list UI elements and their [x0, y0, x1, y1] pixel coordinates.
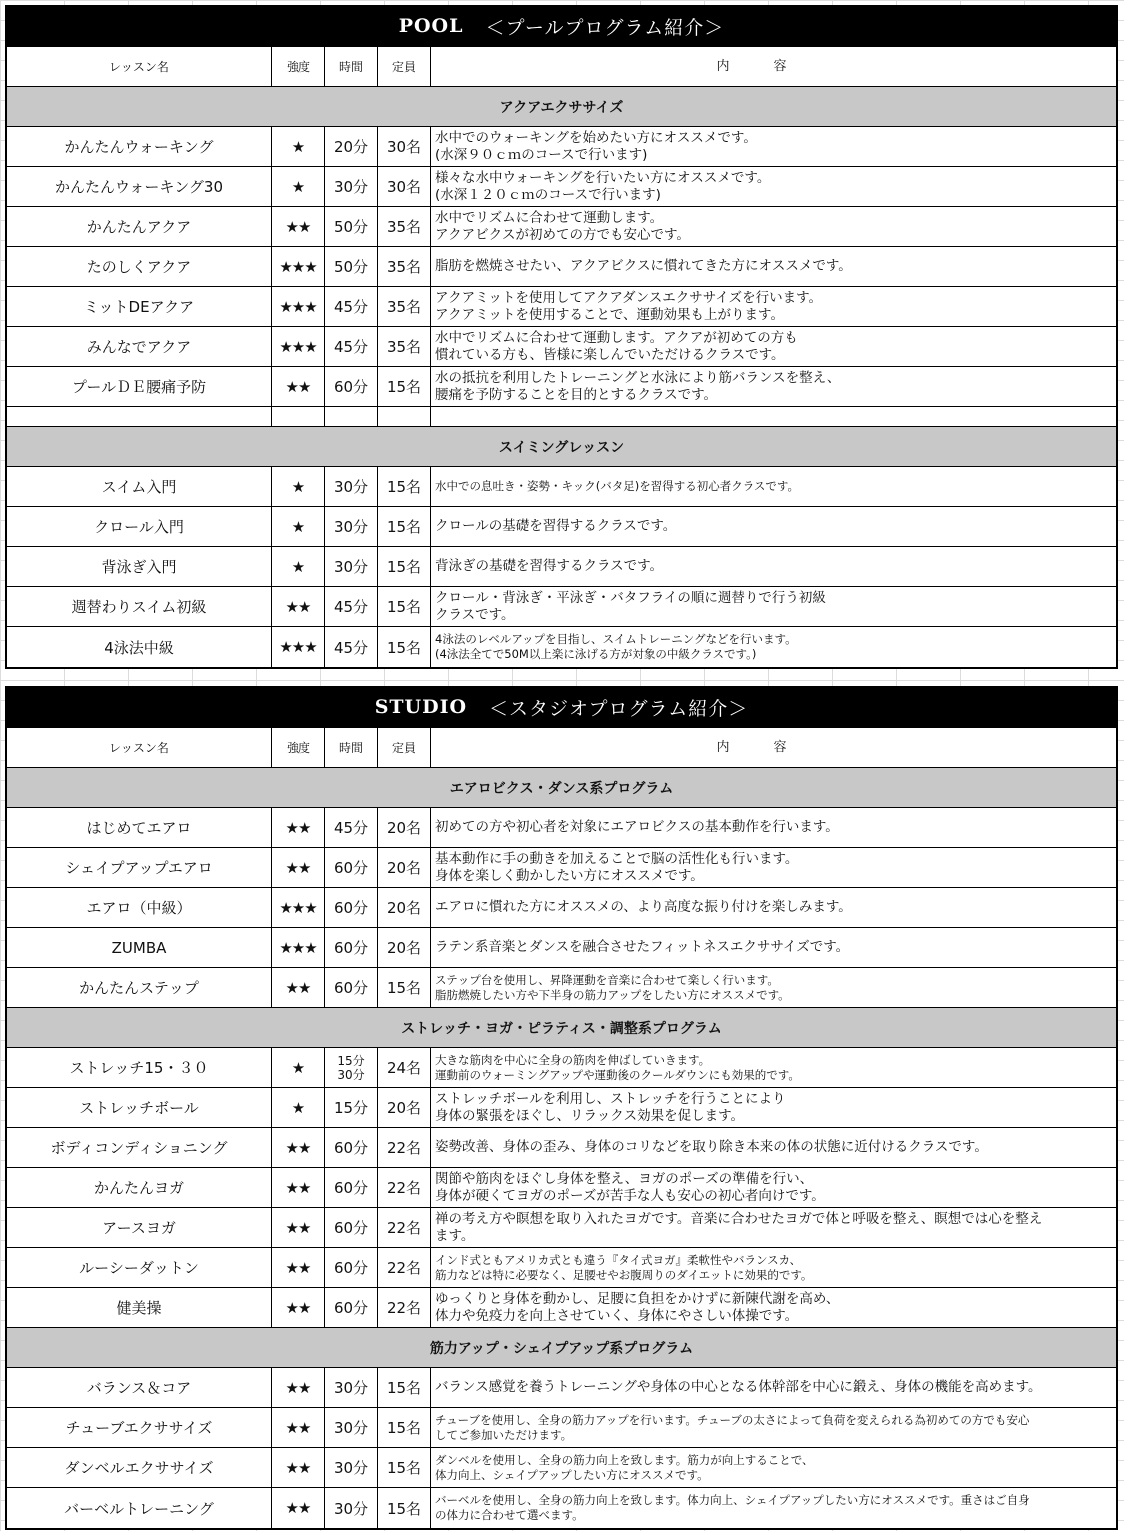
lesson-row — [7, 327, 1116, 367]
lesson-intensity: ★★ — [272, 1208, 325, 1247]
lesson-time: 15分 — [325, 1088, 378, 1127]
pool-title-en: POOL — [398, 15, 464, 37]
lesson-row — [7, 547, 1116, 587]
lesson-description: 水中での息吐き・姿勢・キック(バタ足)を習得する初心者クラスです。 — [435, 479, 799, 493]
lesson-row — [7, 1128, 1116, 1168]
lesson-name: 週替わりスイム初級 — [7, 587, 272, 626]
lesson-time: 30分 — [325, 1448, 378, 1487]
lesson-name: かんたんウォーキング — [7, 127, 272, 166]
lesson-name: はじめてエアロ — [7, 808, 272, 847]
lesson-time-1: 15分 — [337, 1053, 365, 1068]
lesson-name: プールＤＥ腰痛予防 — [7, 367, 272, 406]
lesson-description: 姿勢改善、身体の歪み、身体のコリなどを取り除き本来の体の状態に近付けるクラスです。 — [435, 1139, 988, 1155]
header-name: レッスン名 — [7, 728, 272, 767]
lesson-intensity: ★★ — [272, 1248, 325, 1287]
lesson-time — [325, 1048, 378, 1087]
spacer-cell — [272, 407, 325, 426]
lesson-capacity: 20名 — [378, 888, 431, 927]
lesson-intensity: ★ — [272, 547, 325, 586]
lesson-description: 背泳ぎの基礎を習得するクラスです。 — [435, 558, 664, 574]
lesson-description: 水中でリズムに合わせて運動します。 アクアビクスが初めての方でも安心です。 — [435, 209, 690, 243]
lesson-row — [7, 1168, 1116, 1208]
lesson-time: 60分 — [325, 928, 378, 967]
studio-title-en: STUDIO — [374, 696, 468, 718]
lesson-row — [7, 207, 1116, 247]
lesson-name: みんなでアクア — [7, 327, 272, 366]
lesson-intensity: ★ — [272, 507, 325, 546]
lesson-description: インド式ともアメリカ式とも違う『タイ式ヨガ』柔軟性やバランスカ、 筋力などは特に必要なく、足腰せやお腹周りのダイエットに効果的です。 — [435, 1252, 813, 1282]
lesson-description: ゆっくりと身体を動かし、足腰に負担をかけずに新陳代謝を高め、 体力や免疫力を向上させていく、身体にやさしい体操です。 — [435, 1290, 840, 1324]
lesson-description: クロールの基礎を習得するクラスです。 — [435, 518, 677, 534]
lesson-intensity: ★★★ — [272, 287, 325, 326]
lesson-name: ボディコンディショニング — [7, 1128, 272, 1167]
section-title: 筋力アップ・シェイプアップ系プログラム — [7, 1328, 1116, 1368]
lesson-intensity: ★★ — [272, 808, 325, 847]
lesson-row — [7, 928, 1116, 968]
lesson-name: ストレッチ15・３０ — [7, 1048, 272, 1087]
lesson-description: 水中でのウォーキングを始めたい方にオススメです。 (水深９０ｃｍのコースで行います) — [435, 129, 757, 163]
lesson-intensity: ★★ — [272, 1368, 325, 1407]
lesson-name: シェイプアップエアロ — [7, 848, 272, 887]
lesson-name: かんたんウォーキング30 — [7, 167, 272, 206]
lesson-name: ストレッチボール — [7, 1088, 272, 1127]
header-intensity: 強度 — [272, 728, 325, 767]
lesson-row — [7, 888, 1116, 928]
lesson-row — [7, 287, 1116, 327]
lesson-description: 初めての方や初心者を対象にエアロビクスの基本動作を行います。 — [435, 819, 839, 835]
lesson-capacity: 35名 — [378, 247, 431, 286]
lesson-description: バランス感覚を養うトレーニングや身体の中心となる体幹部を中心に鍛え、身体の機能を高めます。 — [435, 1379, 1042, 1395]
lesson-row — [7, 587, 1116, 627]
lesson-time: 30分 — [325, 547, 378, 586]
lesson-row — [7, 467, 1116, 507]
lesson-capacity: 35名 — [378, 287, 431, 326]
lesson-row — [7, 1248, 1116, 1288]
lesson-intensity: ★★★ — [272, 928, 325, 967]
lesson-time: 60分 — [325, 1208, 378, 1247]
lesson-name: スイム入門 — [7, 467, 272, 506]
lesson-capacity: 15名 — [378, 587, 431, 626]
lesson-capacity: 20名 — [378, 808, 431, 847]
lesson-intensity: ★★★ — [272, 888, 325, 927]
lesson-capacity: 15名 — [378, 627, 431, 667]
lesson-row — [7, 507, 1116, 547]
lesson-description: 基本動作に手の動きを加えることで脳の活性化も行います。 身体を楽しく動かしたい方にオススメです。 — [435, 850, 799, 884]
lesson-name: 健美操 — [7, 1288, 272, 1327]
lesson-time: 45分 — [325, 627, 378, 667]
lesson-capacity: 20名 — [378, 848, 431, 887]
lesson-row — [7, 1368, 1116, 1408]
lesson-row — [7, 848, 1116, 888]
lesson-intensity: ★★ — [272, 848, 325, 887]
lesson-row — [7, 808, 1116, 848]
lesson-row — [7, 968, 1116, 1008]
lesson-capacity: 15名 — [378, 1408, 431, 1447]
lesson-capacity: 15名 — [378, 507, 431, 546]
lesson-row — [7, 627, 1116, 667]
spacer-cell — [431, 407, 1116, 426]
pool-header-row — [7, 47, 1116, 87]
lesson-name: かんたんヨガ — [7, 1168, 272, 1207]
lesson-name: ダンベルエクササイズ — [7, 1448, 272, 1487]
lesson-intensity: ★ — [272, 167, 325, 206]
header-time: 時間 — [325, 47, 378, 86]
pool-title-jp: ＜プールプログラム紹介＞ — [485, 16, 725, 39]
lesson-time: 60分 — [325, 1248, 378, 1287]
lesson-capacity: 15名 — [378, 1488, 431, 1528]
lesson-description: 関節や筋肉をほぐし身体を整え、ヨガのポーズの準備を行い、 身体が硬くてヨガのポーズが苦手な人も安心の初心者向けです。 — [435, 1170, 825, 1204]
lesson-capacity: 15名 — [378, 367, 431, 406]
lesson-time: 60分 — [325, 1288, 378, 1327]
lesson-name: アースヨガ — [7, 1208, 272, 1247]
studio-program-table — [5, 686, 1118, 1530]
lesson-intensity: ★★ — [272, 1128, 325, 1167]
lesson-name: たのしくアクア — [7, 247, 272, 286]
lesson-description: 4泳法のレベルアップを目指し、スイムトレーニングなどを行います。 (4泳法全てで50M以上楽に泳げる方が対象の中級クラスです。) — [435, 632, 797, 661]
lesson-description: 水中でリズムに合わせて運動します。アクアが初めての方も 慣れている方も、皆様に楽しんでいただけるクラスです。 — [435, 329, 798, 363]
lesson-description: 様々な水中ウォーキングを行いたい方にオススメです。 (水深１２０ｃｍのコースで行います) — [435, 169, 771, 203]
lesson-time: 30分 — [325, 1408, 378, 1447]
lesson-time-2: 30分 — [337, 1067, 365, 1082]
lesson-time: 60分 — [325, 968, 378, 1007]
pool-title-bar — [7, 7, 1116, 47]
lesson-time: 30分 — [325, 167, 378, 206]
lesson-intensity: ★★ — [272, 968, 325, 1007]
lesson-capacity: 20名 — [378, 928, 431, 967]
lesson-name: かんたんステップ — [7, 968, 272, 1007]
lesson-capacity: 15名 — [378, 968, 431, 1007]
lesson-name: かんたんアクア — [7, 207, 272, 246]
lesson-intensity: ★★ — [272, 1288, 325, 1327]
lesson-time: 60分 — [325, 367, 378, 406]
lesson-capacity: 22名 — [378, 1288, 431, 1327]
lesson-capacity: 15名 — [378, 1448, 431, 1487]
lesson-row — [7, 367, 1116, 407]
header-intensity: 強度 — [272, 47, 325, 86]
lesson-intensity: ★★★ — [272, 627, 325, 667]
lesson-name: チューブエクササイズ — [7, 1408, 272, 1447]
lesson-name: エアロ（中級） — [7, 888, 272, 927]
lesson-name: ルーシーダットン — [7, 1248, 272, 1287]
spacer-cell — [378, 407, 431, 426]
lesson-row — [7, 1288, 1116, 1328]
lesson-intensity: ★★★ — [272, 247, 325, 286]
lesson-capacity: 15名 — [378, 547, 431, 586]
lesson-time: 60分 — [325, 1128, 378, 1167]
lesson-intensity: ★★ — [272, 1448, 325, 1487]
lesson-intensity: ★★ — [272, 1168, 325, 1207]
lesson-time: 50分 — [325, 247, 378, 286]
lesson-time: 30分 — [325, 1488, 378, 1528]
section-title: アクアエクササイズ — [7, 87, 1116, 127]
lesson-intensity: ★★ — [272, 207, 325, 246]
header-time: 時間 — [325, 728, 378, 767]
header-content: 内容 — [716, 59, 831, 74]
lesson-capacity: 30名 — [378, 167, 431, 206]
header-name: レッスン名 — [7, 47, 272, 86]
lesson-description: バーベルを使用し、全身の筋力向上を致します。体力向上、シェイプアップしたい方にオススメです。重さはご自身 の体力に合わせて選べます。 — [435, 1493, 1030, 1522]
section-title: ストレッチ・ヨガ・ピラティス・調整系プログラム — [7, 1008, 1116, 1048]
lesson-description: 脂肪を燃焼させたい、アクアビクスに慣れてきた方にオススメです。 — [435, 258, 852, 274]
lesson-capacity: 22名 — [378, 1168, 431, 1207]
section-title: スイミングレッスン — [7, 427, 1116, 467]
header-capacity: 定員 — [378, 728, 431, 767]
header-content: 内容 — [716, 740, 831, 755]
lesson-description: 大きな筋肉を中心に全身の筋肉を伸ばしていきます。 運動前のウォーミングアップや運動後のクールダウンにも効果的です。 — [435, 1052, 800, 1082]
lesson-time: 45分 — [325, 808, 378, 847]
lesson-intensity: ★★ — [272, 1408, 325, 1447]
lesson-intensity: ★ — [272, 127, 325, 166]
lesson-time: 45分 — [325, 327, 378, 366]
lesson-row — [7, 1408, 1116, 1448]
lesson-capacity: 15名 — [378, 467, 431, 506]
lesson-intensity: ★ — [272, 467, 325, 506]
lesson-capacity: 24名 — [378, 1048, 431, 1087]
lesson-capacity: 35名 — [378, 327, 431, 366]
lesson-time: 50分 — [325, 207, 378, 246]
lesson-time: 45分 — [325, 287, 378, 326]
lesson-capacity: 22名 — [378, 1208, 431, 1247]
lesson-row — [7, 1048, 1116, 1088]
lesson-capacity: 22名 — [378, 1128, 431, 1167]
lesson-description: アクアミットを使用してアクアダンスエクササイズを行います。 アクアミットを使用することで、運動効果も上がります。 — [435, 289, 823, 323]
lesson-time: 60分 — [325, 1168, 378, 1207]
lesson-description: ステップ台を使用し、昇降運動を音楽に合わせて楽しく行います。 脂肪燃焼したい方や下半身の筋力アップをしたい方にオススメです。 — [435, 972, 790, 1002]
studio-title-jp: ＜スタジオプログラム紹介＞ — [489, 697, 749, 720]
lesson-time: 45分 — [325, 587, 378, 626]
lesson-description: クロール・背泳ぎ・平泳ぎ・バタフライの順に週替りで行う初級 クラスです。 — [435, 589, 826, 623]
lesson-capacity: 35名 — [378, 207, 431, 246]
lesson-description: 水の抵抗を利用したトレーニングと水泳により筋バランスを整え、 腰痛を予防することを目的とするクラスです。 — [435, 369, 841, 403]
lesson-description: チューブを使用し、全身の筋力アップを行います。チューブの太さによって負荷を変えられる為初めての方でも安心 してご参加いただけます。 — [435, 1412, 1030, 1442]
lesson-name: クロール入門 — [7, 507, 272, 546]
lesson-name: 背泳ぎ入門 — [7, 547, 272, 586]
lesson-name: バランス＆コア — [7, 1368, 272, 1407]
lesson-row — [7, 1088, 1116, 1128]
lesson-capacity: 15名 — [378, 1368, 431, 1407]
spacer-row — [7, 407, 1116, 427]
lesson-description: ストレッチボールを利用し、ストレッチを行うことにより 身体の緊張をほぐし、リラックス効果を促します。 — [435, 1090, 786, 1124]
lesson-time: 20分 — [325, 127, 378, 166]
lesson-time: 30分 — [325, 507, 378, 546]
lesson-intensity: ★ — [272, 1048, 325, 1087]
lesson-capacity: 22名 — [378, 1248, 431, 1287]
lesson-row — [7, 1448, 1116, 1488]
lesson-time: 60分 — [325, 888, 378, 927]
lesson-time: 60分 — [325, 848, 378, 887]
lesson-intensity: ★ — [272, 1088, 325, 1127]
lesson-capacity: 20名 — [378, 1088, 431, 1127]
lesson-row — [7, 127, 1116, 167]
lesson-description: エアロに慣れた方にオススメの、より高度な振り付けを楽しみます。 — [435, 899, 852, 915]
lesson-row — [7, 247, 1116, 287]
lesson-intensity: ★★★ — [272, 327, 325, 366]
studio-header-row — [7, 728, 1116, 768]
lesson-name: 4泳法中級 — [7, 627, 272, 667]
lesson-time: 30分 — [325, 467, 378, 506]
lesson-row — [7, 167, 1116, 207]
lesson-row — [7, 1488, 1116, 1528]
pool-program-table — [5, 5, 1118, 669]
spacer-cell — [325, 407, 378, 426]
lesson-name: ZUMBA — [7, 928, 272, 967]
section-title: エアロビクス・ダンス系プログラム — [7, 768, 1116, 808]
lesson-time: 30分 — [325, 1368, 378, 1407]
lesson-description: ラテン系音楽とダンスを融合させたフィットネスエクササイズです。 — [435, 939, 850, 955]
lesson-name: ミットDEアクア — [7, 287, 272, 326]
lesson-description: 禅の考え方や瞑想を取り入れたヨガです。音楽に合わせたヨガで体と呼吸を整え、瞑想では心を整え ます。 — [435, 1210, 1043, 1244]
studio-title-bar — [7, 688, 1116, 728]
lesson-intensity: ★★ — [272, 1488, 325, 1528]
lesson-intensity: ★★ — [272, 587, 325, 626]
header-capacity: 定員 — [378, 47, 431, 86]
spacer-cell — [7, 407, 272, 426]
lesson-row — [7, 1208, 1116, 1248]
lesson-name: バーベルトレーニング — [7, 1488, 272, 1528]
lesson-description: ダンベルを使用し、全身の筋力向上を致します。筋力が向上することで、 体力向上、シェイプアップしたい方にオススメです。 — [435, 1452, 814, 1482]
lesson-intensity: ★★ — [272, 367, 325, 406]
lesson-capacity: 30名 — [378, 127, 431, 166]
